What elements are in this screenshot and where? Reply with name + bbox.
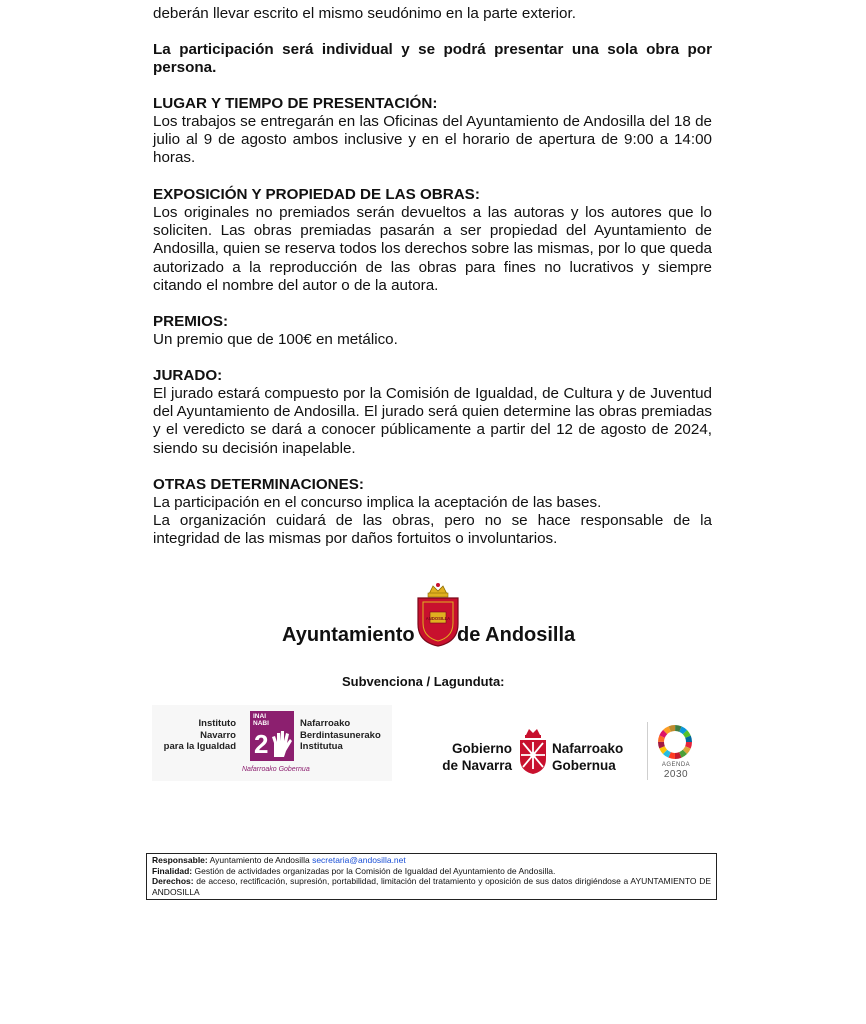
derechos-label: Derechos: <box>152 876 194 886</box>
finalidad-text: Gestión de actividades organizadas por la Comisión de Igualdad del Ayuntamiento de Andosilla. <box>194 865 556 876</box>
section-body-premios: Un premio que de 100€ en metálico. <box>153 331 398 348</box>
shield-label: ANDOSILLA <box>425 616 451 621</box>
navarra-shield-icon <box>518 727 548 775</box>
finalidad-label: Finalidad: <box>152 865 193 876</box>
sdg-wheel-icon <box>657 724 693 760</box>
responsable-email-link[interactable]: secretaria@andosilla.net <box>312 855 406 865</box>
inai-es-line1: Instituto <box>198 718 236 729</box>
privacy-derechos <box>152 876 711 897</box>
andosilla-shield-icon <box>415 582 461 648</box>
hand-icon <box>270 729 292 759</box>
responsable-label: Responsable: <box>152 855 208 865</box>
inai-badge-line1: INAI <box>253 713 266 720</box>
inai-eu-line1: Nafarroako <box>300 718 351 729</box>
inai-basque-name <box>300 718 381 753</box>
agenda-label: AGENDA <box>661 762 691 768</box>
section-heading-jurado: JURADO: <box>153 367 223 384</box>
inai-es-line3: para la Igualdad <box>163 741 236 752</box>
gobierno-es-line1: Gobierno <box>452 741 512 756</box>
inai-es-line2: Navarro <box>200 729 236 741</box>
inai-badge <box>250 711 294 761</box>
de-andosilla-label: de Andosilla <box>457 624 576 646</box>
inai-logo <box>152 705 392 781</box>
gobierno-spanish-name <box>430 740 512 774</box>
inai-eu-line2: Berdintasunerako <box>300 729 381 741</box>
section-body-exposicion: Los originales no premiados serán devueltos a las autoras y los autores que lo soliciten. Las obras premiadas pasarán a ser propiedad del Ayuntamiento de Andosilla, quien se reserva todos los derechos sobre las mismas, por lo que queda autorizado a la reproducción de las obras para fines no lucrativos y siempre citando el nombre del autor o de la autora. <box>153 204 712 294</box>
agenda-year: 2030 <box>663 769 689 780</box>
participation-note: La participación será individual y se podrá presentar una sola obra por persona. <box>153 41 712 77</box>
ayuntamiento-label: Ayuntamiento <box>282 624 415 646</box>
section-body-otras-1: La participación en el concurso implica la aceptación de las bases. <box>153 494 602 511</box>
inai-badge-line2: NABI <box>253 720 269 727</box>
logo-divider <box>647 722 648 780</box>
gobierno-navarra-logo <box>430 724 660 784</box>
responsable-text: Ayuntamiento de Andosilla <box>209 855 310 865</box>
inai-spanish-name <box>164 718 236 753</box>
inai-badge-number: 2 <box>254 729 269 759</box>
section-body-jurado: El jurado estará compuesto por la Comisión de Igualdad, de Cultura y de Juventud del Ayuntamiento de Andosilla. El jurado será quien determine las obras premiadas y el veredicto se dará a conocer públicamente a partir del 12 de agosto de 2024, siendo su decisión inapelable. <box>153 385 712 457</box>
subvenciona-label: Subvenciona / Lagunduta: <box>342 674 505 689</box>
section-body-otras-2: La organización cuidará de las obras, pero no se hace responsable de la integridad de las mismas por daños fortuitos o involuntarios. <box>153 512 712 548</box>
section-body-lugar: Los trabajos se entregarán en las Oficinas del Ayuntamiento de Andosilla del 18 de julio al 9 de agosto ambos inclusive y en el horario de apertura de 9:00 a 14:00 horas. <box>153 113 712 167</box>
inai-badge-text <box>253 713 269 727</box>
privacy-finalidad <box>152 866 711 877</box>
derechos-text: de acceso, rectificación, supresión, portabilidad, limitación del tratamiento y oposición de sus datos dirigiéndose a AYUNTAMIENTO DE ANDOSILLA <box>152 876 711 897</box>
section-heading-lugar: LUGAR Y TIEMPO DE PRESENTACIÓN: <box>153 95 438 112</box>
inai-eu-line3: Institutua <box>300 741 343 752</box>
gobierno-es-line2: de Navarra <box>442 758 512 773</box>
section-heading-otras: OTRAS DETERMINACIONES: <box>153 476 364 493</box>
section-heading-premios: PREMIOS: <box>153 313 229 330</box>
agenda-2030-logo <box>656 724 696 780</box>
privacy-responsable <box>152 855 711 866</box>
intro-line: deberán llevar escrito el mismo seudónimo en la parte exterior. <box>153 5 576 22</box>
gobierno-basque-name <box>552 740 623 774</box>
gobierno-eu-line2: Gobernua <box>552 758 616 773</box>
privacy-notice-box <box>146 853 717 900</box>
gobierno-eu-line1: Nafarroako <box>552 741 624 756</box>
inai-signature: Nafarroako Gobernua <box>242 766 310 773</box>
section-heading-exposicion: EXPOSICIÓN Y PROPIEDAD DE LAS OBRAS: <box>153 186 480 203</box>
